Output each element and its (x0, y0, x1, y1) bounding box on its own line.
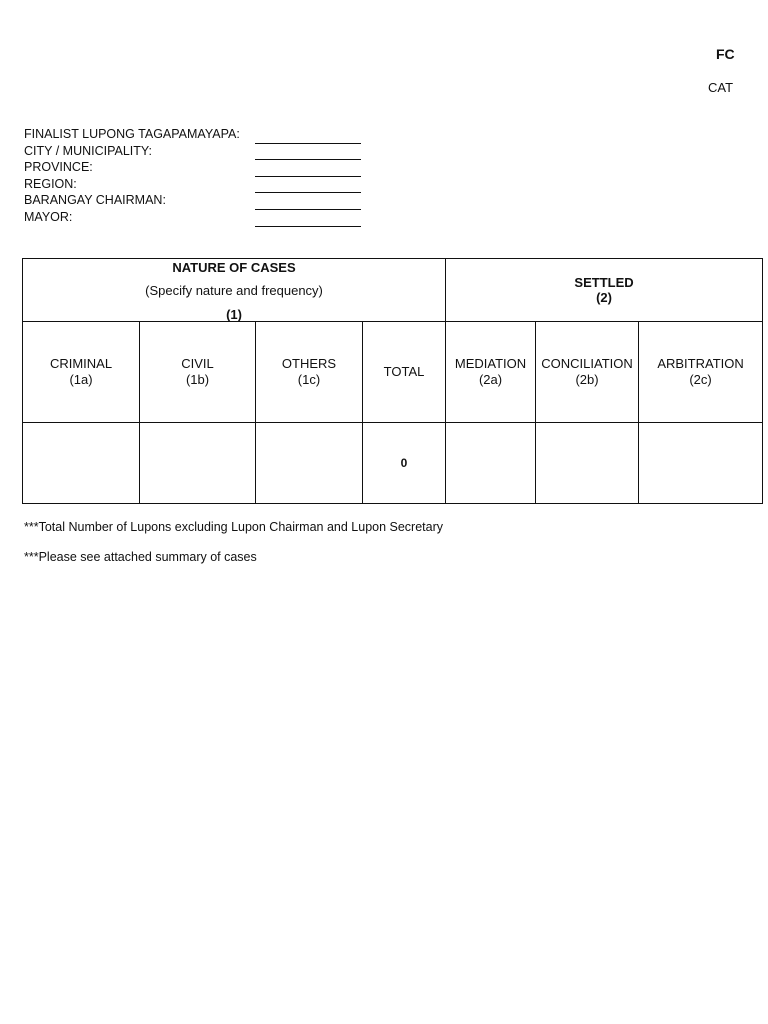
column-label: CRIMINAL (49, 356, 113, 371)
column-header-others (256, 322, 363, 423)
cell-criminal[interactable] (23, 423, 140, 504)
blank-line-lupon[interactable] (255, 143, 361, 144)
settled-header (446, 259, 763, 322)
category-label: CAT (708, 80, 734, 95)
blank-line-barangay-chairman[interactable] (255, 209, 361, 210)
column-header-total (363, 322, 446, 423)
blank-line-province[interactable] (255, 176, 361, 177)
cell-others[interactable] (256, 423, 363, 504)
nature-of-cases-header (23, 259, 446, 322)
column-header-mediation (446, 322, 536, 423)
settled-title: SETTLED (574, 275, 634, 290)
column-label: CIVIL (181, 356, 214, 371)
column-label: MEDIATION (454, 356, 527, 371)
column-label: TOTAL (383, 364, 425, 379)
nature-of-cases-title: NATURE OF CASES (172, 260, 296, 275)
footnote-lupons: ***Total Number of Lupons excluding Lupon Chairman and Lupon Secretary (24, 520, 444, 534)
column-header-civil (140, 322, 256, 423)
cell-mediation[interactable] (446, 423, 536, 504)
info-label-barangay-chairman: BARANGAY CHAIRMAN: (24, 193, 166, 208)
column-code: (1c) (297, 372, 321, 387)
nature-of-cases-subtitle: (Specify nature and frequency) (145, 283, 323, 298)
column-header-criminal (23, 322, 140, 423)
info-label-region: REGION: (24, 176, 77, 191)
column-header-conciliation (536, 322, 639, 423)
column-label: OTHERS (281, 356, 337, 371)
column-label: ARBITRATION (657, 356, 744, 371)
form-code: FC (716, 46, 735, 62)
blank-line-mayor[interactable] (255, 226, 361, 227)
blank-line-city[interactable] (255, 159, 361, 160)
lupon-info-block (24, 126, 240, 226)
footnote-summary: ***Please see attached summary of cases (24, 550, 257, 564)
cell-conciliation[interactable] (536, 423, 639, 504)
info-label-mayor: MAYOR: (24, 209, 73, 224)
info-label-province: PROVINCE: (24, 160, 93, 175)
column-header-arbitration (639, 322, 763, 423)
column-code: (2c) (689, 372, 712, 387)
column-label: CONCILIATION (541, 356, 633, 371)
settled-number: (2) (596, 290, 612, 305)
blank-line-region[interactable] (255, 192, 361, 193)
cases-table (22, 258, 763, 504)
nature-of-cases-number: (1) (226, 307, 242, 322)
column-code: (1b) (185, 372, 210, 387)
column-code: (1a) (69, 372, 93, 387)
table-subheader-row (23, 322, 763, 423)
column-code: (2a) (478, 372, 503, 387)
info-label-city: CITY / MUNICIPALITY: (24, 143, 153, 158)
cell-total (363, 423, 446, 504)
total-value: 0 (400, 456, 408, 470)
column-code: (2b) (575, 372, 599, 387)
cell-civil[interactable] (140, 423, 256, 504)
cell-arbitration[interactable] (639, 423, 763, 504)
table-row (23, 423, 763, 504)
table-header-row (23, 259, 763, 322)
info-label-lupon: FINALIST LUPONG TAGAPAMAYAPA: (24, 127, 240, 141)
